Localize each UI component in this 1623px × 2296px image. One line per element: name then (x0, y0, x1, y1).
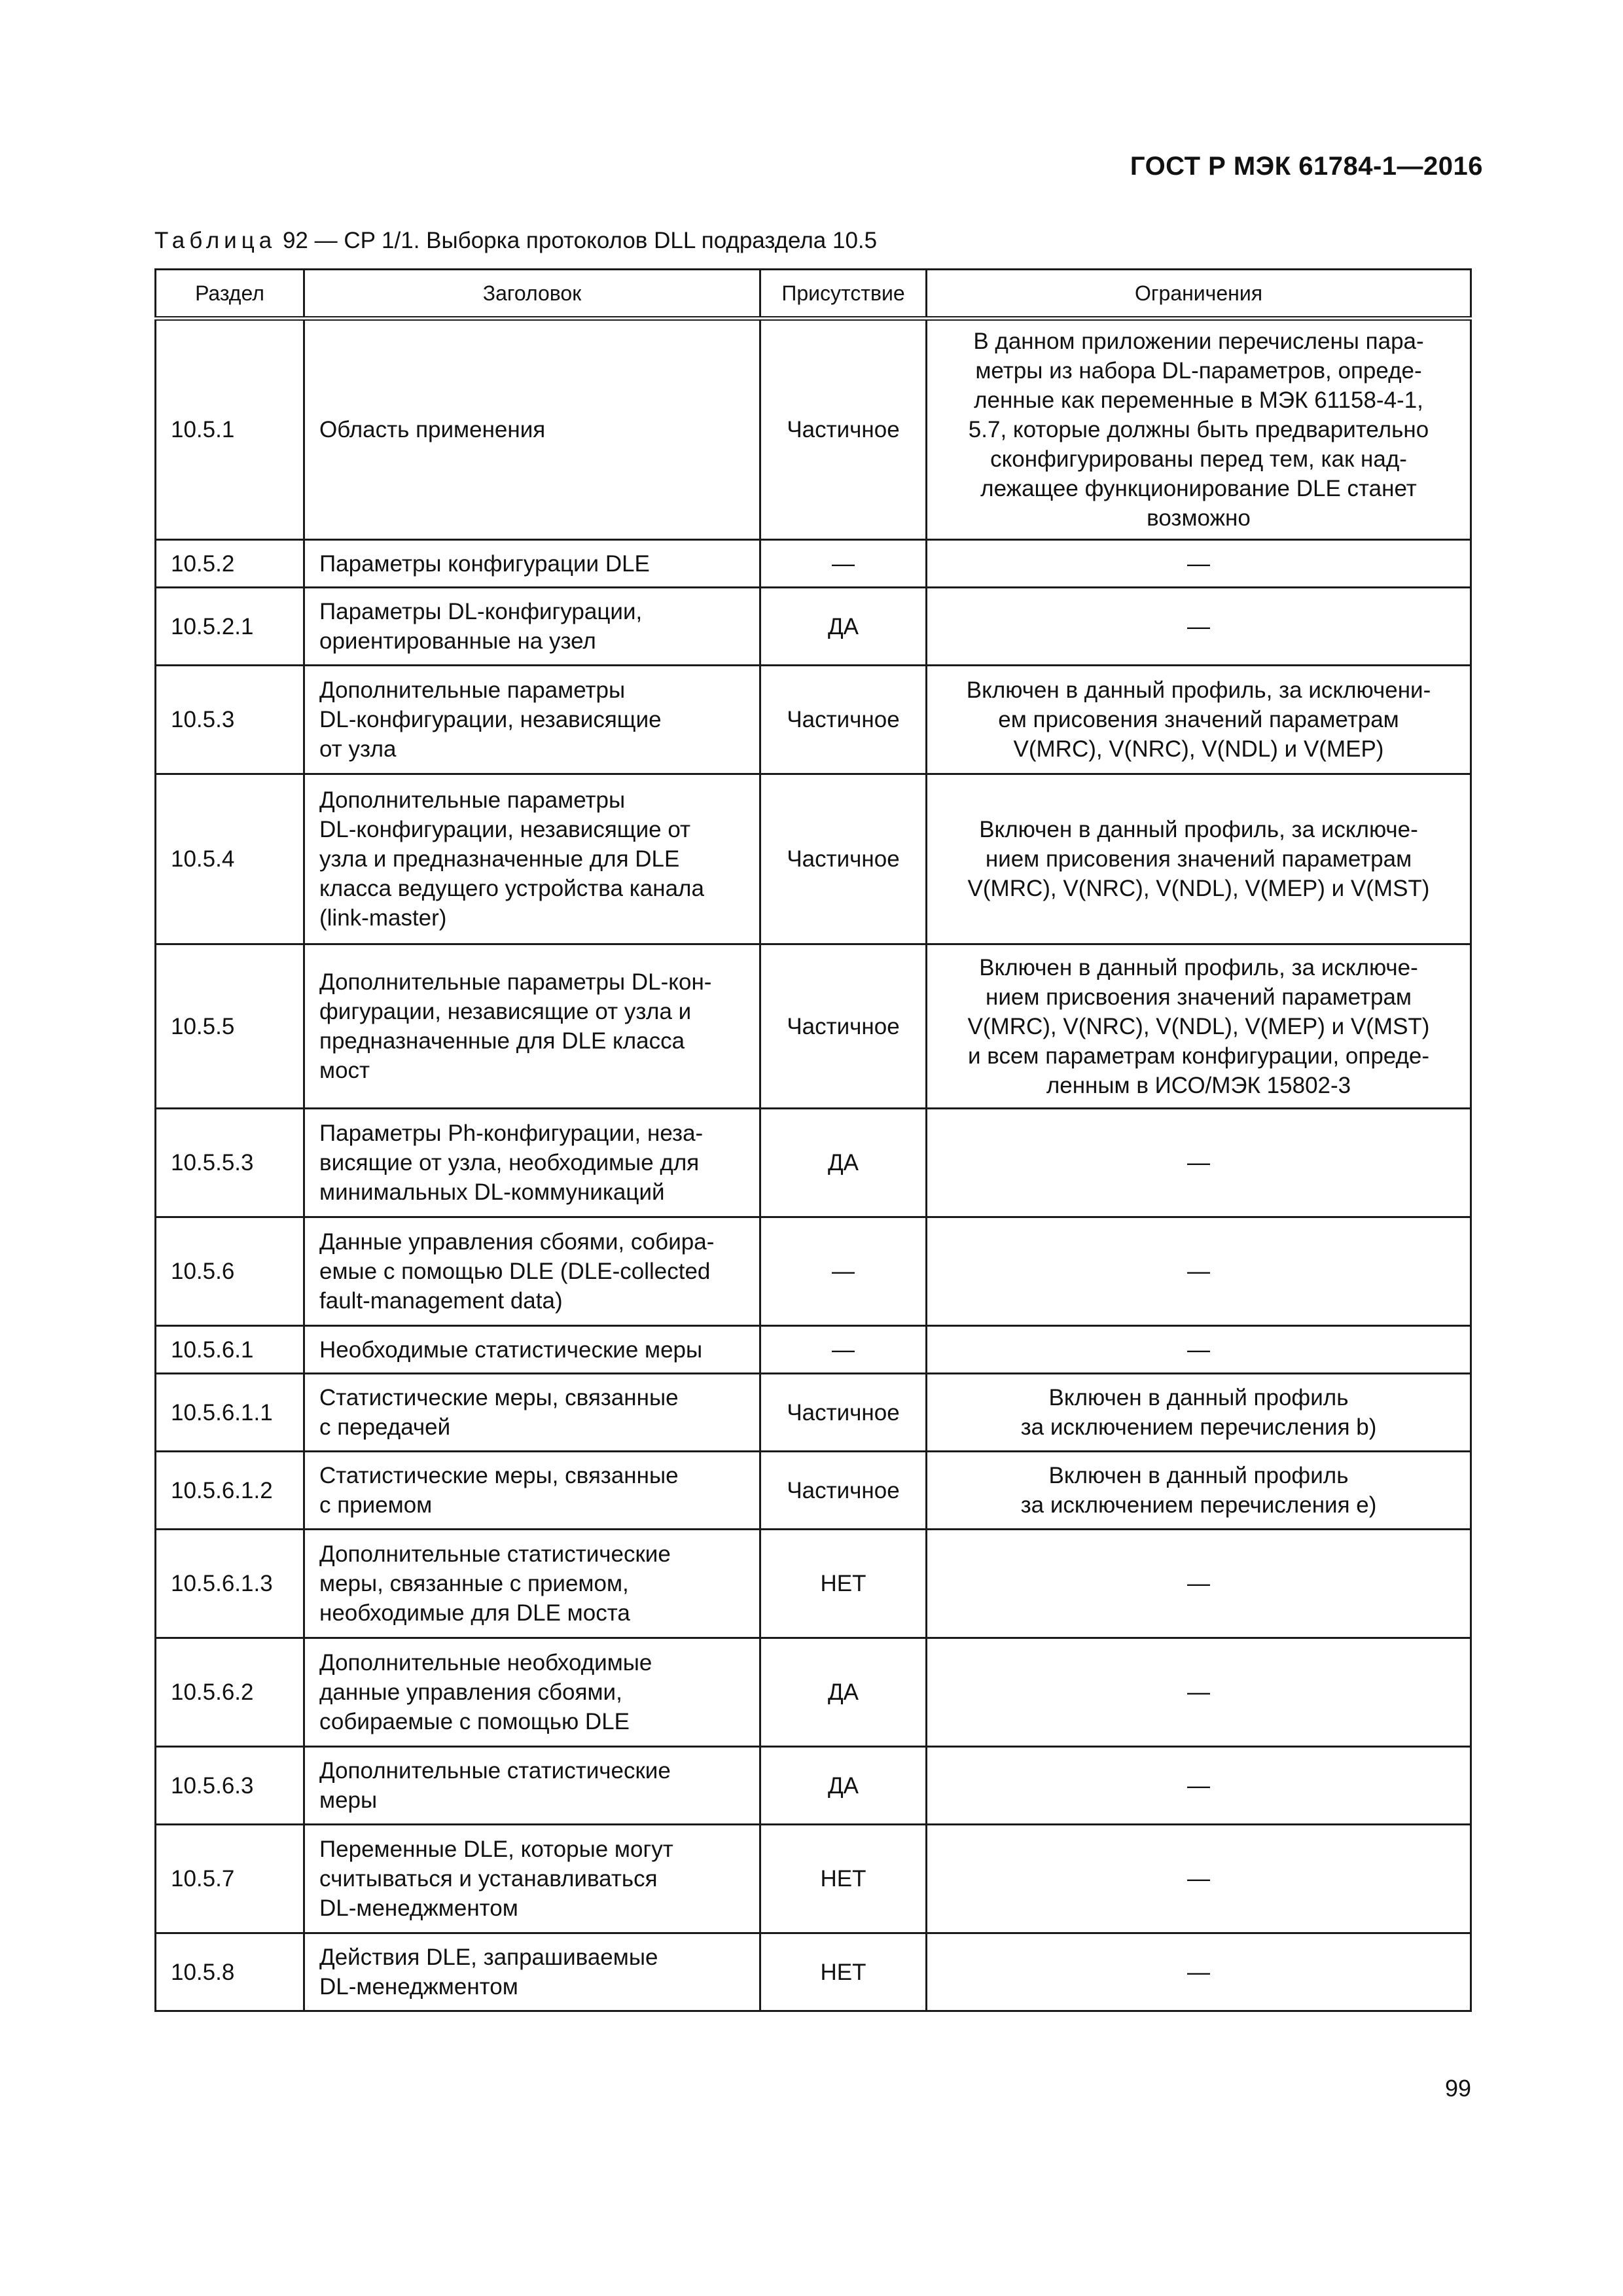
cell-title: Дополнительные статистические меры (304, 1747, 760, 1825)
cell-presence: Частичное (760, 666, 927, 774)
cell-title: Дополнительные параметры DL-кон- фигурации, независящие от узла и предназначенные для DLE класса мост (304, 944, 760, 1109)
table-row (156, 1326, 1471, 1374)
cell-title: Необходимые статистические меры (304, 1326, 760, 1374)
cell-section: 10.5.6.1 (156, 1326, 304, 1374)
cell-section: 10.5.5 (156, 944, 304, 1109)
cell-title: Дополнительные статистические меры, связанные с приемом, необходимые для DLE моста (304, 1530, 760, 1638)
cell-limitations: — (927, 1530, 1471, 1638)
cell-title: Параметры Ph-конфигурации, неза- висящие от узла, необходимые для минимальных DL-коммуникаций (304, 1109, 760, 1217)
column-header-title: Заголовок (304, 270, 760, 319)
cell-section: 10.5.6 (156, 1217, 304, 1326)
cell-limitations: — (927, 588, 1471, 666)
cell-section: 10.5.2.1 (156, 588, 304, 666)
cell-section: 10.5.8 (156, 1933, 304, 2011)
cell-limitations: — (927, 1933, 1471, 2011)
cell-section: 10.5.6.1.1 (156, 1374, 304, 1452)
table-row (156, 1109, 1471, 1217)
cell-presence: Частичное (760, 944, 927, 1109)
table-row (156, 944, 1471, 1109)
cell-presence: НЕТ (760, 1825, 927, 1933)
table-row (156, 1747, 1471, 1825)
protocol-selection-table (154, 268, 1472, 2012)
table-row (156, 1825, 1471, 1933)
cell-title: Параметры DL-конфигурации, ориентированные на узел (304, 588, 760, 666)
page-number: 99 (1444, 2075, 1471, 2102)
cell-title: Область применения (304, 319, 760, 540)
cell-limitations: — (927, 1825, 1471, 1933)
cell-section: 10.5.6.3 (156, 1747, 304, 1825)
cell-limitations: В данном приложении перечислены пара- метры из набора DL-параметров, опреде- ленные как переменные в МЭК 61158-4-1, 5.7, которые должны быть предварительно сконфигурированы перед тем, как над- лежащее функционирование DLE станет возможно (927, 319, 1471, 540)
table-row (156, 1638, 1471, 1747)
cell-section: 10.5.6.1.2 (156, 1452, 304, 1530)
cell-section: 10.5.6.1.3 (156, 1530, 304, 1638)
table-row (156, 1933, 1471, 2011)
table-row (156, 319, 1471, 540)
table-row (156, 1452, 1471, 1530)
cell-section: 10.5.5.3 (156, 1109, 304, 1217)
cell-presence: ДА (760, 588, 927, 666)
cell-limitations: Включен в данный профиль за исключением перечисления b) (927, 1374, 1471, 1452)
cell-presence: — (760, 1217, 927, 1326)
table-body (156, 319, 1471, 2011)
table-row (156, 774, 1471, 944)
cell-section: 10.5.3 (156, 666, 304, 774)
table-header-row (156, 270, 1471, 319)
table-caption-text: 92 — CP 1/1. Выборка протоколов DLL подраздела 10.5 (276, 228, 878, 253)
cell-title: Данные управления сбоями, собира- емые с помощью DLE (DLE-collected fault-management data) (304, 1217, 760, 1326)
table-caption (154, 228, 877, 254)
cell-limitations: — (927, 1638, 1471, 1747)
cell-presence: — (760, 540, 927, 588)
cell-title: Дополнительные параметры DL-конфигурации, независящие от узла и предназначенные для DLE класса ведущего устройства канала (link-master) (304, 774, 760, 944)
cell-limitations: Включен в данный профиль, за исключени- ем присовения значений параметрам V(MRC), V(NRC), V(NDL) и V(MEP) (927, 666, 1471, 774)
table-row (156, 540, 1471, 588)
cell-limitations: Включен в данный профиль за исключением перечисления е) (927, 1452, 1471, 1530)
cell-title: Дополнительные параметры DL-конфигурации, независящие от узла (304, 666, 760, 774)
table-caption-word: Таблица (154, 228, 277, 253)
table-row (156, 1530, 1471, 1638)
table-row (156, 1217, 1471, 1326)
column-header-presence: Присутствие (760, 270, 927, 319)
cell-title: Статистические меры, связанные с передачей (304, 1374, 760, 1452)
cell-section: 10.5.6.2 (156, 1638, 304, 1747)
cell-limitations: — (927, 1217, 1471, 1326)
table-row (156, 1374, 1471, 1452)
cell-presence: НЕТ (760, 1933, 927, 2011)
cell-section: 10.5.2 (156, 540, 304, 588)
column-header-section: Раздел (156, 270, 304, 319)
table-row (156, 588, 1471, 666)
cell-presence: Частичное (760, 319, 927, 540)
cell-limitations: — (927, 1109, 1471, 1217)
cell-limitations: Включен в данный профиль, за исключе- нием присвоения значений параметрам V(MRC), V(NRC), V(NDL), V(MEP) и V(MST) и всем параметрам конфигурации, опреде- ленным в ИСО/МЭК 15802-3 (927, 944, 1471, 1109)
cell-presence: НЕТ (760, 1530, 927, 1638)
cell-limitations: — (927, 540, 1471, 588)
cell-title: Действия DLE, запрашиваемые DL-менеджментом (304, 1933, 760, 2011)
cell-section: 10.5.7 (156, 1825, 304, 1933)
cell-presence: — (760, 1326, 927, 1374)
cell-presence: Частичное (760, 774, 927, 944)
cell-presence: Частичное (760, 1374, 927, 1452)
cell-title: Дополнительные необходимые данные управления сбоями, собираемые с помощью DLE (304, 1638, 760, 1747)
cell-title: Переменные DLE, которые могут считываться и устанавливаться DL-менеджментом (304, 1825, 760, 1933)
cell-presence: Частичное (760, 1452, 927, 1530)
document-standard-header: ГОСТ Р МЭК 61784-1—2016 (1130, 152, 1483, 181)
cell-presence: ДА (760, 1638, 927, 1747)
cell-section: 10.5.4 (156, 774, 304, 944)
cell-presence: ДА (760, 1747, 927, 1825)
cell-section: 10.5.1 (156, 319, 304, 540)
cell-title: Параметры конфигурации DLE (304, 540, 760, 588)
table-row (156, 666, 1471, 774)
cell-limitations: — (927, 1747, 1471, 1825)
cell-presence: ДА (760, 1109, 927, 1217)
cell-limitations: Включен в данный профиль, за исключе- нием присовения значений параметрам V(MRC), V(NRC), V(NDL), V(MEP) и V(MST) (927, 774, 1471, 944)
cell-title: Статистические меры, связанные с приемом (304, 1452, 760, 1530)
cell-limitations: — (927, 1326, 1471, 1374)
column-header-limitations: Ограничения (927, 270, 1471, 319)
